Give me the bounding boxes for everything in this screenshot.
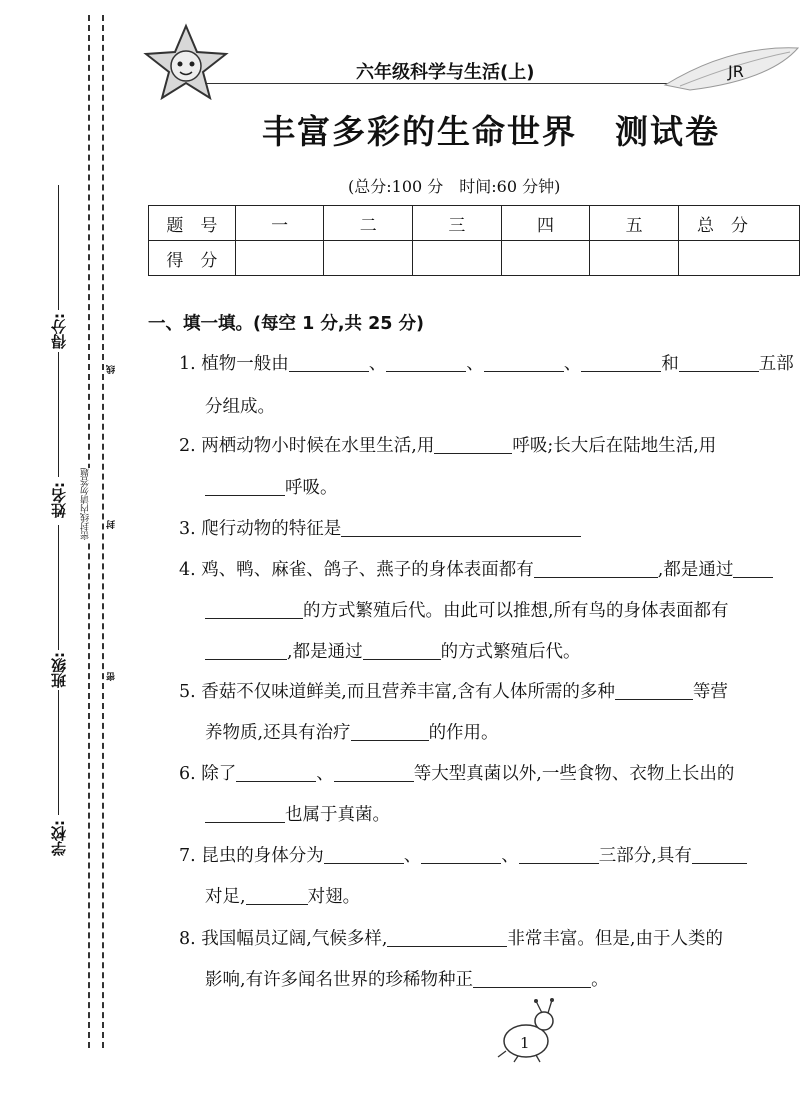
question-text: 三部分,具有 bbox=[598, 846, 692, 866]
question-text: 昆虫的身体分为 bbox=[201, 846, 324, 866]
question-text: 、 bbox=[501, 846, 519, 866]
subject-header: 六年级科学与生活(上) bbox=[356, 62, 535, 83]
answer-blank[interactable] bbox=[473, 970, 591, 989]
answer-blank[interactable] bbox=[615, 682, 693, 701]
question-text: 对翅。 bbox=[307, 887, 361, 907]
answer-blank[interactable] bbox=[733, 560, 773, 579]
name-line bbox=[58, 352, 59, 477]
question-text: 的作用。 bbox=[428, 723, 499, 743]
answer-blank[interactable] bbox=[387, 929, 507, 948]
question-8 bbox=[179, 925, 723, 950]
question-text: 呼吸。 bbox=[285, 478, 338, 498]
title-main: 丰富多彩的生命世界 bbox=[262, 112, 577, 151]
class-line bbox=[58, 525, 59, 650]
question-text: 非常丰富。但是,由于人类的 bbox=[507, 929, 723, 949]
section-heading-text: 一、填一填。(每空 1 分,共 25 分) bbox=[148, 314, 425, 334]
question-text: 香菇不仅味道鲜美,而且营养丰富,含有人体所需的多种 bbox=[201, 682, 615, 702]
page-number: 1 bbox=[520, 1034, 530, 1052]
question-number: 8. bbox=[179, 929, 196, 949]
score-label: 得分: bbox=[50, 313, 68, 349]
question-number: 2. bbox=[179, 436, 196, 456]
score-cell[interactable] bbox=[501, 241, 590, 276]
binding-mi: 密 bbox=[107, 672, 117, 681]
answer-blank[interactable] bbox=[334, 764, 414, 783]
score-line bbox=[58, 185, 59, 310]
answer-blank[interactable] bbox=[205, 478, 285, 497]
score-table bbox=[148, 205, 800, 276]
edition-mark: JR bbox=[728, 62, 744, 81]
question-text: 两栖动物小时候在水里生活,用 bbox=[201, 436, 435, 456]
question-text: 的方式繁殖后代。 bbox=[440, 642, 581, 662]
answer-blank[interactable] bbox=[434, 436, 512, 455]
question-text: 、 bbox=[466, 354, 484, 374]
question-7 bbox=[179, 842, 747, 867]
score-header-cell: 五 bbox=[590, 206, 679, 241]
question-text: 。 bbox=[591, 970, 609, 990]
question-text: 鸡、鸭、麻雀、鸽子、燕子的身体表面都有 bbox=[201, 560, 534, 580]
question-text: 等营 bbox=[692, 682, 728, 702]
question-8-cont bbox=[205, 966, 609, 991]
score-header-cell: 总 分 bbox=[678, 206, 799, 241]
answer-blank[interactable] bbox=[519, 846, 599, 865]
question-6 bbox=[179, 760, 734, 785]
question-text: 、 bbox=[368, 354, 387, 374]
question-6-cont bbox=[205, 801, 390, 826]
star-mascot-icon bbox=[140, 22, 232, 100]
question-number: 7. bbox=[179, 846, 196, 866]
score-cell[interactable] bbox=[413, 241, 502, 276]
answer-blank[interactable] bbox=[534, 560, 658, 579]
binding-xian: 线 bbox=[107, 365, 117, 374]
answer-blank[interactable] bbox=[386, 354, 466, 373]
question-4 bbox=[179, 556, 773, 581]
question-text: 除了 bbox=[201, 764, 237, 784]
title-suffix: 测试卷 bbox=[615, 112, 720, 151]
question-text: 植物一般由 bbox=[201, 354, 289, 374]
page-title bbox=[262, 106, 720, 153]
class-label: 班级: bbox=[50, 652, 68, 688]
score-header-cell: 三 bbox=[413, 206, 502, 241]
score-header-cell: 二 bbox=[324, 206, 413, 241]
question-number: 4. bbox=[179, 560, 196, 580]
question-text: 、 bbox=[316, 764, 334, 784]
exam-info: (总分:100 分 时间:60 分钟) bbox=[348, 177, 561, 196]
answer-blank[interactable] bbox=[679, 354, 759, 373]
question-text: 的方式繁殖后代。由此可以推想,所有鸟的身体表面都有 bbox=[303, 601, 729, 621]
answer-blank[interactable] bbox=[205, 601, 303, 620]
answer-blank[interactable] bbox=[289, 354, 369, 373]
question-text: 影响,有许多闻名世界的珍稀物种正 bbox=[205, 970, 474, 990]
question-1 bbox=[179, 350, 794, 375]
school-line bbox=[58, 690, 59, 815]
header-rule bbox=[205, 83, 725, 84]
score-cell[interactable] bbox=[235, 241, 324, 276]
answer-blank[interactable] bbox=[421, 846, 501, 865]
question-text: 我国幅员辽阔,气候多样, bbox=[201, 929, 388, 949]
answer-blank[interactable] bbox=[484, 354, 564, 373]
binding-feng: 封 bbox=[107, 520, 117, 529]
question-text: 、 bbox=[563, 354, 582, 374]
question-text: 也属于真菌。 bbox=[285, 805, 390, 825]
score-cell[interactable] bbox=[324, 241, 413, 276]
section-heading bbox=[148, 310, 424, 335]
answer-blank[interactable] bbox=[581, 354, 661, 373]
question-4-cont bbox=[205, 597, 729, 622]
answer-blank[interactable] bbox=[341, 519, 581, 538]
name-label: 姓名: bbox=[50, 482, 68, 518]
dashed-cut-line-inner bbox=[102, 15, 104, 1048]
question-text: 、 bbox=[403, 846, 422, 866]
question-1-cont: 分组成。 bbox=[205, 397, 275, 417]
question-text: ,都是通过 bbox=[657, 560, 734, 580]
question-7-cont bbox=[205, 883, 360, 908]
answer-blank[interactable] bbox=[351, 723, 429, 742]
score-row-label: 得 分 bbox=[149, 241, 236, 276]
question-2-cont bbox=[205, 474, 338, 499]
school-label: 学校: bbox=[50, 820, 68, 856]
answer-blank[interactable] bbox=[246, 887, 308, 906]
question-text: 对足, bbox=[205, 887, 246, 907]
question-text: 养物质,还具有治疗 bbox=[205, 723, 351, 743]
score-cell[interactable] bbox=[678, 241, 799, 276]
question-3 bbox=[179, 515, 581, 540]
question-text: 等大型真菌以外,一些食物、衣物上长出的 bbox=[413, 764, 735, 784]
question-text: 呼吸;长大后在陆地生活,用 bbox=[512, 436, 717, 456]
question-2 bbox=[179, 432, 716, 457]
question-number: 1. bbox=[179, 354, 196, 374]
binding-notice: 密封线内请勿答题 bbox=[81, 468, 91, 540]
question-text: ,都是通过 bbox=[287, 642, 363, 662]
question-number: 6. bbox=[179, 764, 196, 784]
question-number: 5. bbox=[179, 682, 196, 702]
score-cell[interactable] bbox=[590, 241, 679, 276]
score-header-cell: 一 bbox=[235, 206, 324, 241]
score-header-cell: 题 号 bbox=[149, 206, 236, 241]
answer-blank[interactable] bbox=[236, 764, 316, 783]
question-5-cont bbox=[205, 719, 499, 744]
score-header-cell: 四 bbox=[501, 206, 590, 241]
question-text: 和 bbox=[661, 354, 679, 374]
answer-blank[interactable] bbox=[205, 805, 285, 824]
answer-blank[interactable] bbox=[363, 642, 441, 661]
answer-blank[interactable] bbox=[205, 642, 287, 661]
question-5 bbox=[179, 678, 728, 703]
question-text: 爬行动物的特征是 bbox=[201, 519, 342, 539]
question-text: 五部 bbox=[758, 354, 794, 374]
question-4-cont2 bbox=[205, 638, 581, 663]
question-number: 3. bbox=[179, 519, 196, 539]
answer-blank[interactable] bbox=[324, 846, 404, 865]
bug-page-decoration-icon bbox=[492, 995, 562, 1063]
answer-blank[interactable] bbox=[692, 846, 747, 865]
